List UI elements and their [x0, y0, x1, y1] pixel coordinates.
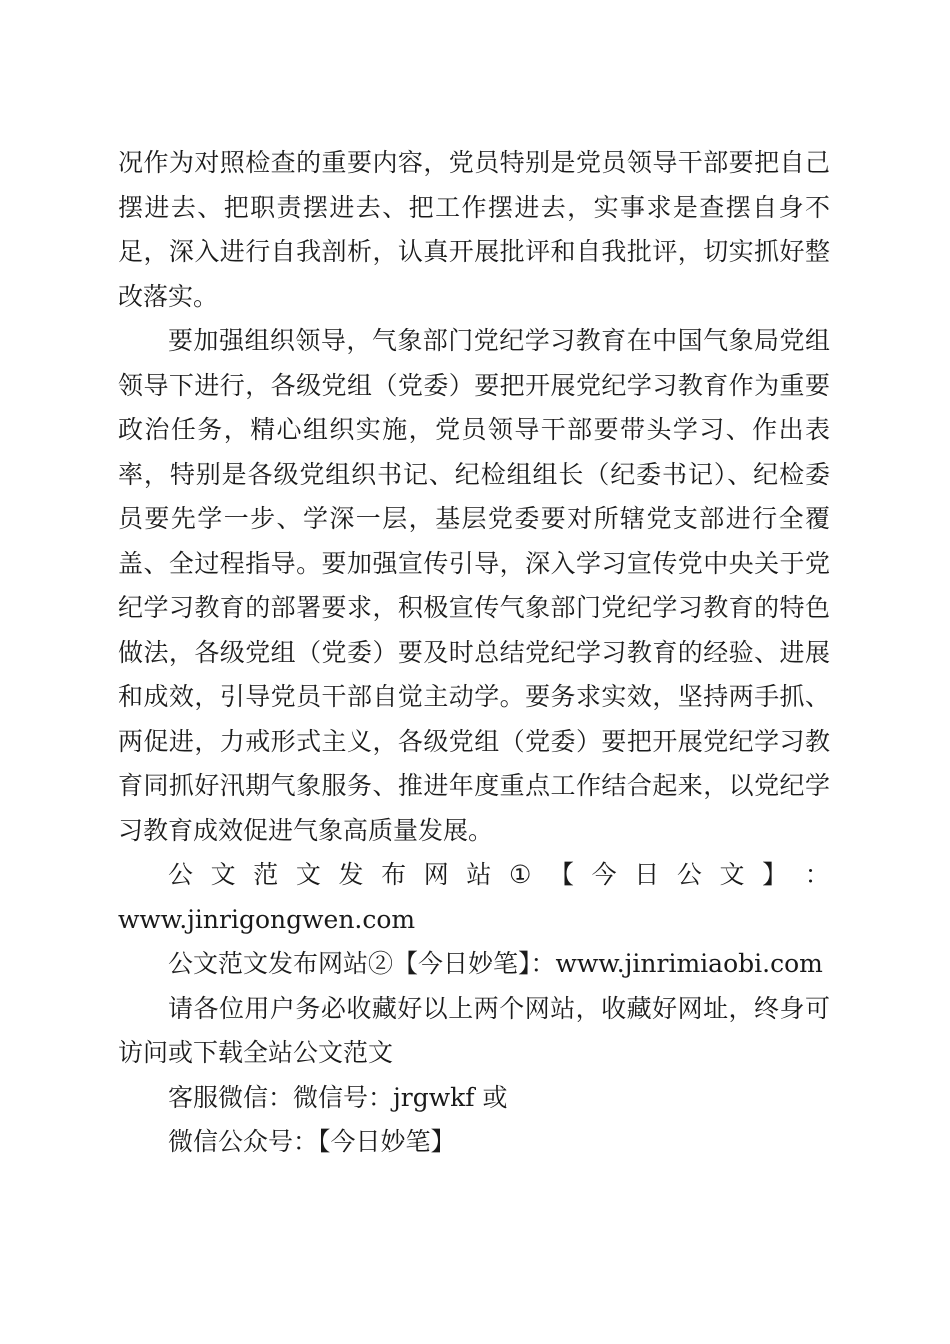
site1-label-char: 今: [591, 860, 617, 889]
site1-label-char: ：: [804, 860, 830, 889]
site1-label-char: ①: [509, 860, 532, 889]
site1-url: www.jinrigongwen.com: [118, 904, 416, 934]
document-body: [118, 141, 830, 1165]
site1-label-char: 公: [676, 860, 702, 889]
paragraph-organization: 要加强组织领导，气象部门党纪学习教育在中国气象局党组领导下进行，各级党组（党委）要把开展党纪学习教育作为重要政治任务，精心组织实施，党员领导干部要带头学习、作出表率，特别是各级党组织书记、纪检组组长（纪委书记）、纪检委员要先学一步、学深一层，基层党委要对所辖党支部进行全覆盖、全过程指导。要加强宣传引导，深入学习宣传党中央关于党纪学习教育的部署要求，积极宣传气象部门党纪学习教育的特色做法，各级党组（党委）要及时总结党纪学习教育的经验、进展和成效，引导党员干部自觉主动学。要务求实效，坚持两手抓、两促进，力戒形式主义，各级党组（党委）要把开展党纪学习教育同抓好汛期气象服务、推进年度重点工作结合起来，以党纪学习教育成效促进气象高质量发展。: [118, 326, 830, 845]
site2-line: 公文范文发布网站②【今日妙笔】：www.jinrimiaobi.com: [168, 949, 823, 978]
site1-label-char: 站: [466, 860, 492, 889]
site1-label-char: 】: [762, 860, 788, 889]
site1-label-char: 文: [719, 860, 745, 889]
site1-label-char: 文: [210, 860, 236, 889]
site1-label: [118, 853, 830, 898]
paragraph-continuation: 况作为对照检查的重要内容，党员特别是党员领导干部要把自己摆进去、把职责摆进去、把工作摆进去，实事求是查摆自身不足，深入进行自我剖析，认真开展批评和自我批评，切实抓好整改落实。: [118, 148, 830, 311]
site1-label-char: 日: [634, 860, 660, 889]
wechat-service: 客服微信：微信号：jrgwkf 或: [168, 1082, 508, 1112]
site1-label-char: 发: [338, 860, 364, 889]
site1-label-char: 文: [295, 860, 321, 889]
site1-label-char: 网: [423, 860, 449, 889]
site1-label-char: 公: [168, 860, 194, 889]
site1-label-char: 范: [253, 860, 279, 889]
notice-paragraph: 请各位用户务必收藏好以上两个网站，收藏好网址，终身可访问或下载全站公文范文: [118, 993, 830, 1067]
site1-label-char: 【: [549, 860, 575, 889]
site1-label-char: 布: [381, 860, 407, 889]
wechat-public: 微信公众号：【今日妙笔】: [168, 1127, 456, 1156]
